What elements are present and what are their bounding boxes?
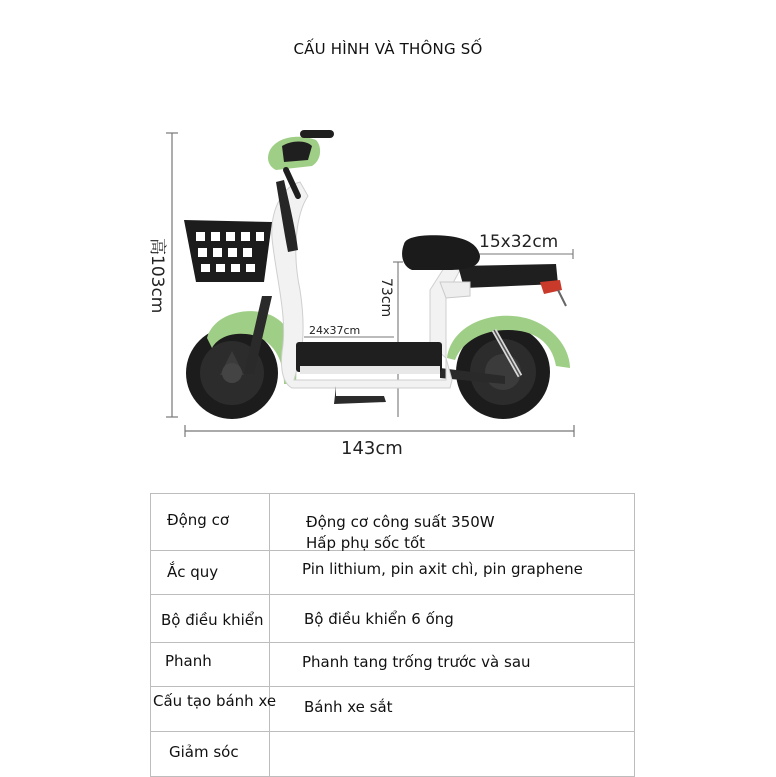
seat-size-label: 15x32cm: [479, 232, 559, 252]
front-basket: [184, 220, 272, 282]
spec-value-brake: Phanh tang trống trước và sau: [302, 653, 531, 671]
spec-value-wheel: Bánh xe sắt: [304, 698, 393, 716]
spec-label-suspension: Giảm sóc: [169, 743, 239, 761]
spec-value-suspension: [270, 732, 635, 777]
floor-size-label: 24x37cm: [309, 324, 361, 337]
spec-value-motor-line1: Động cơ công suất 350W: [306, 513, 495, 531]
spec-table: [150, 493, 635, 777]
spec-value-controller: Bộ điều khiển 6 ống: [304, 610, 454, 628]
page-title: CẤU HÌNH VÀ THÔNG SỐ: [293, 40, 483, 58]
table-row: [151, 494, 635, 551]
table-row: [151, 643, 635, 687]
spec-label-motor: Động cơ: [167, 511, 230, 529]
front-wheel: [186, 327, 278, 419]
height-label: 高103cm: [147, 238, 167, 314]
length-dimension-line: [185, 425, 574, 437]
table-row: [151, 551, 635, 595]
spec-label-brake: Phanh: [165, 652, 212, 670]
spec-value-battery: Pin lithium, pin axit chì, pin graphene: [302, 560, 583, 578]
spec-label-wheel: Cấu tạo bánh xe: [153, 692, 277, 710]
spec-value-motor-line2: Hấp phụ sốc tốt: [306, 534, 426, 552]
scooter-illustration: [184, 130, 570, 419]
table-row: [151, 732, 635, 777]
seat-height-label: 73cm: [378, 278, 394, 318]
spec-label-battery: Ắc quy: [167, 563, 219, 581]
spec-label-controller: Bộ điều khiển: [161, 611, 264, 629]
seat: [402, 235, 480, 270]
table-row: [151, 595, 635, 643]
table-row: [151, 687, 635, 732]
length-label: 143cm: [341, 438, 403, 459]
